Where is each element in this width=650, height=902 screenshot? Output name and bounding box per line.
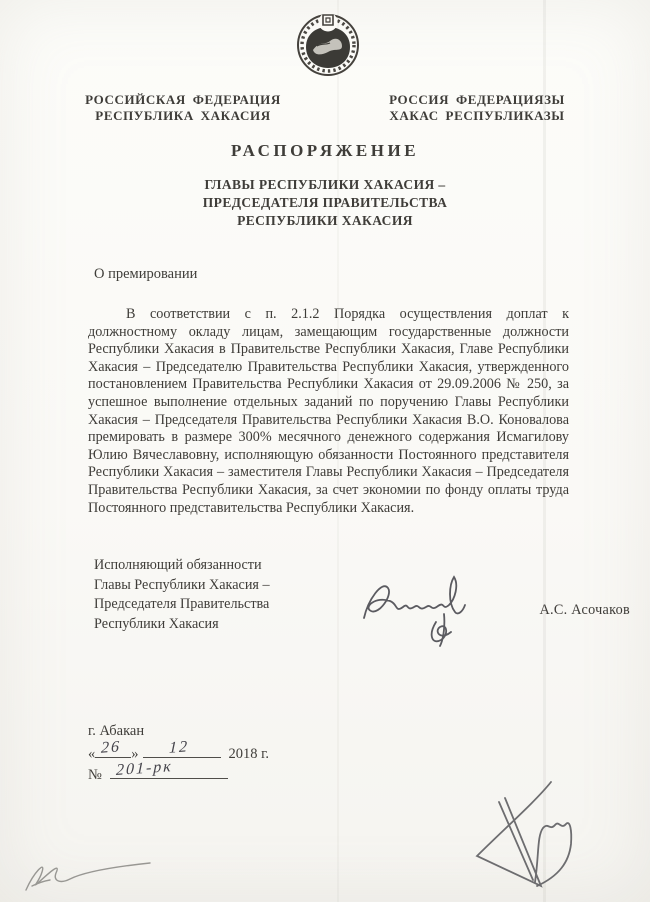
document-subject: О премировании bbox=[94, 266, 198, 282]
subtitle-line: ПРЕДСЕДАТЕЛЯ ПРАВИТЕЛЬСТВА bbox=[202, 195, 448, 210]
quote-open: « bbox=[88, 746, 96, 762]
date-line bbox=[88, 738, 270, 762]
org-name-khakas bbox=[372, 92, 582, 124]
handwritten-signature bbox=[348, 554, 476, 650]
org-line: РОССИЯ ФЕДЕРАЦИЯЗЫ bbox=[389, 92, 565, 107]
number-line bbox=[88, 757, 269, 783]
org-line: ХАКАС РЕСПУБЛИКАЗЫ bbox=[389, 108, 565, 123]
document-subtitle bbox=[0, 176, 650, 230]
org-line: РОССИЙСКАЯ ФЕДЕРАЦИЯ bbox=[85, 92, 281, 107]
signatory-line: Республики Хакасия bbox=[94, 615, 219, 632]
document-body-paragraph: В соответствии с п. 2.1.2 Порядка осуществления доплат к должностному окладу лицам, замещающим государственные должности Республики Хакасия в Правительстве Республики Хакасия, Главе Республики Хакасия – Председателю Правительства Республики Хакасия, утвержденного постановлением Правительства Республики Хакасия от 29.09.2006 № 250, за успешное выполнение отдельных заданий по поручению Главы Республики Хакасия – Председателя Правительства Республики Хакасия В.О. Коновалова премировать в размере 300% месячного денежного содержания Исмагилову Юлию Вячеславовну, исполняющую обязанности Постоянного представителя Республики Хакасия – заместителя Главы Республики Хакасия – Председателя Правительства Республики Хакасия, за счет экономии по фонду оплаты труда Постоянного представительства Республики Хакасия. bbox=[88, 306, 569, 516]
subtitle-line: ГЛАВЫ РЕСПУБЛИКИ ХАКАСИЯ – bbox=[204, 177, 446, 192]
handwritten-month: 12 bbox=[168, 738, 189, 757]
quote-close: » bbox=[131, 746, 139, 762]
subtitle-line: РЕСПУБЛИКИ ХАКАСИЯ bbox=[237, 213, 413, 228]
signatory-line: Председателя Правительства bbox=[94, 596, 270, 612]
place-line: г. Абакан bbox=[88, 723, 145, 739]
date-day-blank bbox=[95, 738, 131, 758]
org-line: РЕСПУБЛИКА ХАКАСИЯ bbox=[95, 108, 271, 123]
number-sign: № bbox=[88, 767, 102, 783]
khakassia-coat-of-arms-icon bbox=[295, 10, 361, 78]
handwritten-day: 26 bbox=[100, 738, 122, 757]
signatory-position bbox=[94, 556, 270, 634]
handwritten-number: 201-рк bbox=[115, 757, 173, 780]
signatory-line: Исполняющий обязанности bbox=[94, 557, 262, 573]
pen-scribble-bottom-right bbox=[445, 768, 605, 898]
signer-name: А.С. Асочаков bbox=[539, 602, 630, 618]
date-month-blank bbox=[143, 738, 221, 758]
pen-scribble-bottom-left bbox=[8, 850, 158, 898]
number-blank bbox=[110, 757, 228, 780]
document-title: РАСПОРЯЖЕНИЕ bbox=[230, 141, 420, 160]
signatory-line: Главы Республики Хакасия – bbox=[94, 576, 270, 593]
footer-block bbox=[88, 720, 269, 783]
date-year: 2018 г. bbox=[228, 746, 270, 762]
org-name-russian bbox=[78, 92, 288, 124]
